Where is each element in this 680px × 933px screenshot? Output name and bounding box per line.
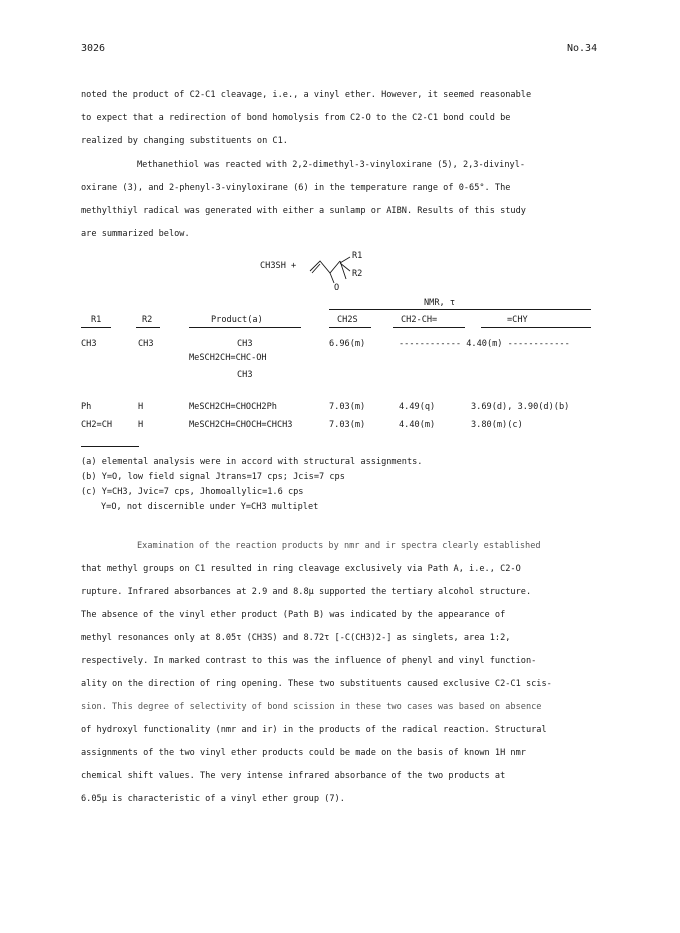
cell-chy: 3.69(d), 3.90(d)(b) xyxy=(471,402,570,412)
nmr-header-rule xyxy=(329,309,591,310)
header-underline xyxy=(81,327,111,328)
cell-r2: H xyxy=(138,420,144,430)
footnote: Y=O, not discernible under Y=CH3 multiplet xyxy=(101,502,319,512)
text-line: noted the product of C2-C1 cleavage, i.e., a vinyl ether. However, it seemed reasonable xyxy=(81,90,532,100)
column-header-product: Product(a) xyxy=(211,315,263,325)
footnote: (c) Y=CH3, Jvic=7 cps, Jhomoallylic=1.6 cps xyxy=(81,487,304,497)
nmr-group-header: NMR, τ xyxy=(424,298,456,308)
cell-ch2ch: 4.40(m) xyxy=(399,420,436,430)
cell-r1: CH2=CH xyxy=(81,420,113,430)
results-paragraph xyxy=(81,535,591,811)
text-line: realized by changing substituents on C1. xyxy=(81,136,288,146)
cell-ch2s: 7.03(m) xyxy=(329,420,366,430)
text-line: rupture. Infrared absorbances at 2.9 and 8.8μ supported the tertiary alcohol structure. xyxy=(81,587,532,597)
reaction-scheme xyxy=(260,251,400,299)
cell-r1: Ph xyxy=(81,402,92,412)
cell-product: MeSCH2CH=CHOCH2Ph xyxy=(189,402,277,412)
column-header-ch2ch: CH2-CH= xyxy=(401,315,438,325)
substituent-r1-label: R1 xyxy=(352,251,363,261)
text-line: respectively. In marked contrast to this was the influence of phenyl and vinyl function- xyxy=(81,656,537,666)
text-line: Examination of the reaction products by nmr and ir spectra clearly established xyxy=(137,541,541,551)
cell-product-line1: CH3 xyxy=(237,339,253,349)
text-line: methyl resonances only at 8.05τ (CH3S) and 8.72τ [-C(CH3)2-] as singlets, area 1:2, xyxy=(81,633,511,643)
cell-product-line2: MeSCH2CH=CHC-OH xyxy=(189,353,267,363)
text-line: of hydroxyl functionality (nmr and ir) in the products of the radical reaction. Structural xyxy=(81,725,547,735)
cell-ch2ch: ------------ 4.40(m) ------------ xyxy=(399,339,570,349)
footnote-separator xyxy=(81,446,139,447)
column-header-r1: R1 xyxy=(91,315,102,325)
text-line: Methanethiol was reacted with 2,2-dimethyl-3-vinyloxirane (5), 2,3-divinyl- xyxy=(137,160,526,170)
column-header-r2: R2 xyxy=(142,315,153,325)
oxirane-structure xyxy=(260,255,400,299)
cell-ch2s: 7.03(m) xyxy=(329,402,366,412)
ring-oxygen-label: O xyxy=(334,283,340,293)
text-line: assignments of the two vinyl ether products could be made on the basis of known 1H nmr xyxy=(81,748,526,758)
cell-r2: CH3 xyxy=(138,339,154,349)
cell-ch2ch: 4.49(q) xyxy=(399,402,436,412)
cell-product: MeSCH2CH=CHOCH=CHCH3 xyxy=(189,420,293,430)
column-header-chy: =CHY xyxy=(507,315,528,325)
header-underline xyxy=(329,327,371,328)
table-footnotes xyxy=(81,455,422,515)
cell-product-line3: CH3 xyxy=(237,370,253,380)
text-line: are summarized below. xyxy=(81,229,190,239)
journal-issue: No.34 xyxy=(567,43,598,54)
text-line: ality on the direction of ring opening. These two substituents caused exclusive C2-C1 scis- xyxy=(81,679,552,689)
header-underline xyxy=(481,327,591,328)
text-line: 6.05μ is characteristic of a vinyl ether group (7). xyxy=(81,794,345,804)
text-line: to expect that a redirection of bond homolysis from C2-O to the C2-C1 bond could be xyxy=(81,113,511,123)
cell-r1: CH3 xyxy=(81,339,97,349)
page-number: 3026 xyxy=(81,43,106,54)
text-line: sion. This degree of selectivity of bond scission in these two cases was based on absence xyxy=(81,702,542,712)
method-paragraph xyxy=(81,154,591,246)
cell-ch2s: 6.96(m) xyxy=(329,339,366,349)
intro-paragraph xyxy=(81,84,591,153)
text-line: chemical shift values. The very intense infrared absorbance of the two products at xyxy=(81,771,506,781)
cell-r2: H xyxy=(138,402,144,412)
footnote: (b) Y=O, low field signal Jtrans=17 cps; Jcis=7 cps xyxy=(81,472,345,482)
cell-chy: 3.80(m)(c) xyxy=(471,420,523,430)
scheme-reagent: CH3SH + xyxy=(260,261,297,271)
text-line: oxirane (3), and 2-phenyl-3-vinyloxirane (6) in the temperature range of 0-65°. The xyxy=(81,183,511,193)
text-line: that methyl groups on C1 resulted in ring cleavage exclusively via Path A, i.e., C2-O xyxy=(81,564,521,574)
header-underline xyxy=(393,327,465,328)
footnote: (a) elemental analysis were in accord with structural assignments. xyxy=(81,457,423,467)
header-underline xyxy=(189,327,301,328)
column-header-ch2s: CH2S xyxy=(337,315,358,325)
substituent-r2-label: R2 xyxy=(352,269,363,279)
text-line: methylthiyl radical was generated with either a sunlamp or AIBN. Results of this study xyxy=(81,206,526,216)
text-line: The absence of the vinyl ether product (Path B) was indicated by the appearance of xyxy=(81,610,506,620)
header-underline xyxy=(136,327,160,328)
